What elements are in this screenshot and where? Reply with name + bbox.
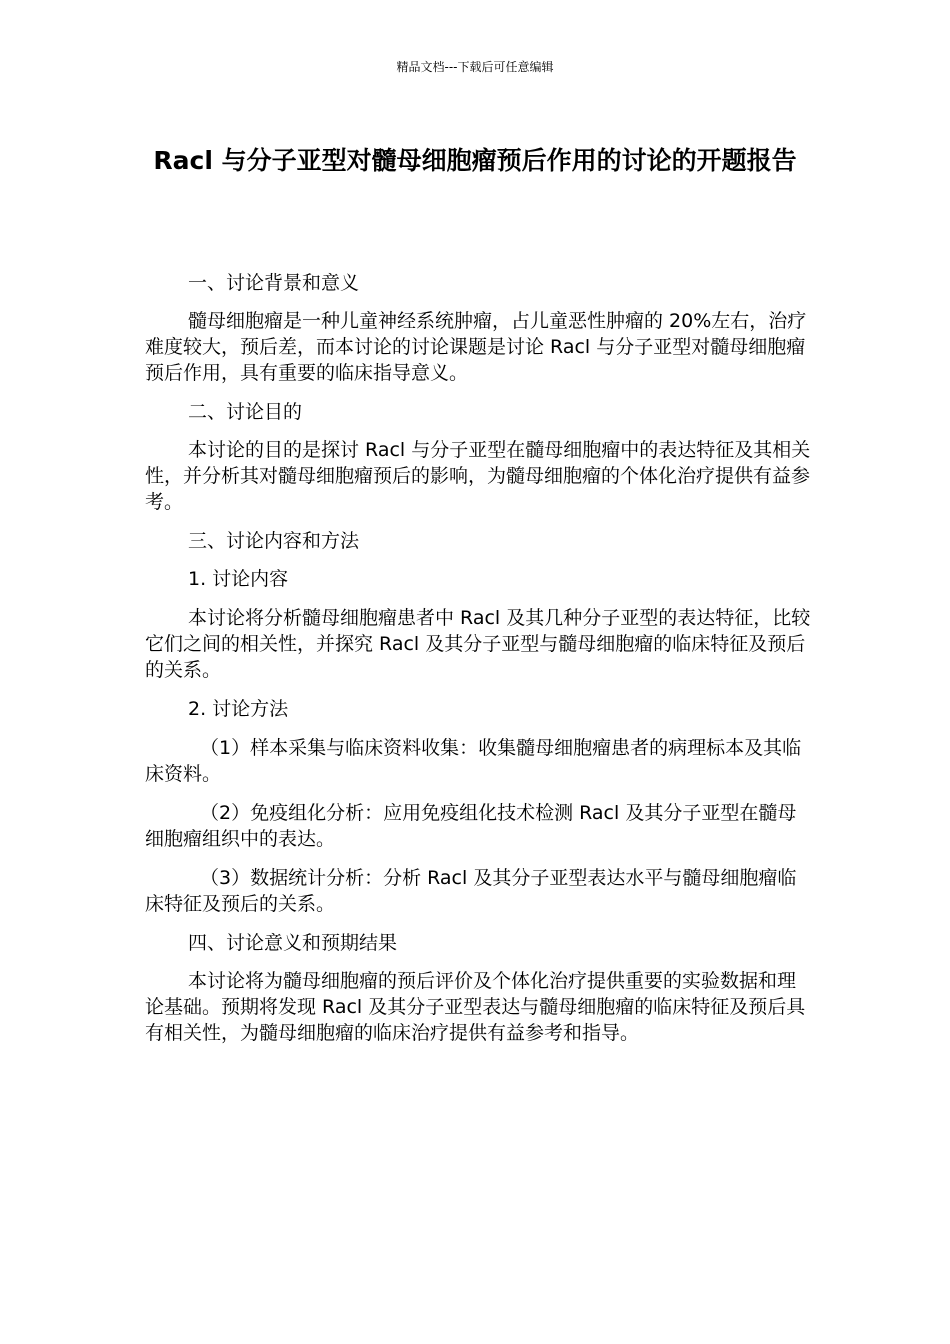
section-heading-content-methods: 三、讨论内容和方法: [188, 530, 360, 552]
header-note: 精品文档---下载后可任意编辑: [396, 60, 554, 74]
subheading-content: 1. 讨论内容: [188, 568, 289, 590]
section-heading-purpose: 二、讨论目的: [188, 401, 303, 423]
paragraph-significance: 本讨论将为髓母细胞瘤的预后评价及个体化治疗提供重要的实验数据和理论基础。预期将发现 Racl 及其分子亚型表达与髓母细胞瘤的临床特征及预后具有相关性，为髓母细胞瘤的临床治疗提供有益参考和指导。: [145, 970, 806, 1044]
method-item-1: （1）样本采集与临床资料收集：收集髓母细胞瘤患者的病理标本及其临床资料。: [145, 737, 802, 785]
subheading-methods: 2. 讨论方法: [188, 698, 289, 720]
method-item-2: （2）免疫组化分析：应用免疫组化技术检测 Racl 及其分子亚型在髓母细胞瘤组织中的表达。: [145, 802, 797, 850]
document-body: [145, 270, 813, 1059]
section-heading-significance: 四、讨论意义和预期结果: [188, 932, 398, 954]
paragraph-purpose: 本讨论的目的是探讨 Racl 与分子亚型在髓母细胞瘤中的表达特征及其相关性，并分析其对髓母细胞瘤预后的影响，为髓母细胞瘤的个体化治疗提供有益参考。: [145, 439, 811, 513]
paragraph-content: 本讨论将分析髓母细胞瘤患者中 Racl 及其几种分子亚型的表达特征，比较它们之间的相关性，并探究 Racl 及其分子亚型与髓母细胞瘤的临床特征及预后的关系。: [145, 607, 811, 681]
paragraph-background: 髓母细胞瘤是一种儿童神经系统肿瘤，占儿童恶性肿瘤的 20%左右，治疗难度较大，预后差，而本讨论的讨论课题是讨论 Racl 与分子亚型对髓母细胞瘤预后作用，具有重要的临床指导意义。: [145, 310, 807, 384]
document-title: Racl 与分子亚型对髓母细胞瘤预后作用的讨论的开题报告: [153, 146, 797, 175]
method-item-3: （3）数据统计分析：分析 Racl 及其分子亚型表达水平与髓母细胞瘤临床特征及预后的关系。: [145, 867, 797, 915]
section-heading-background: 一、讨论背景和意义: [188, 272, 360, 294]
